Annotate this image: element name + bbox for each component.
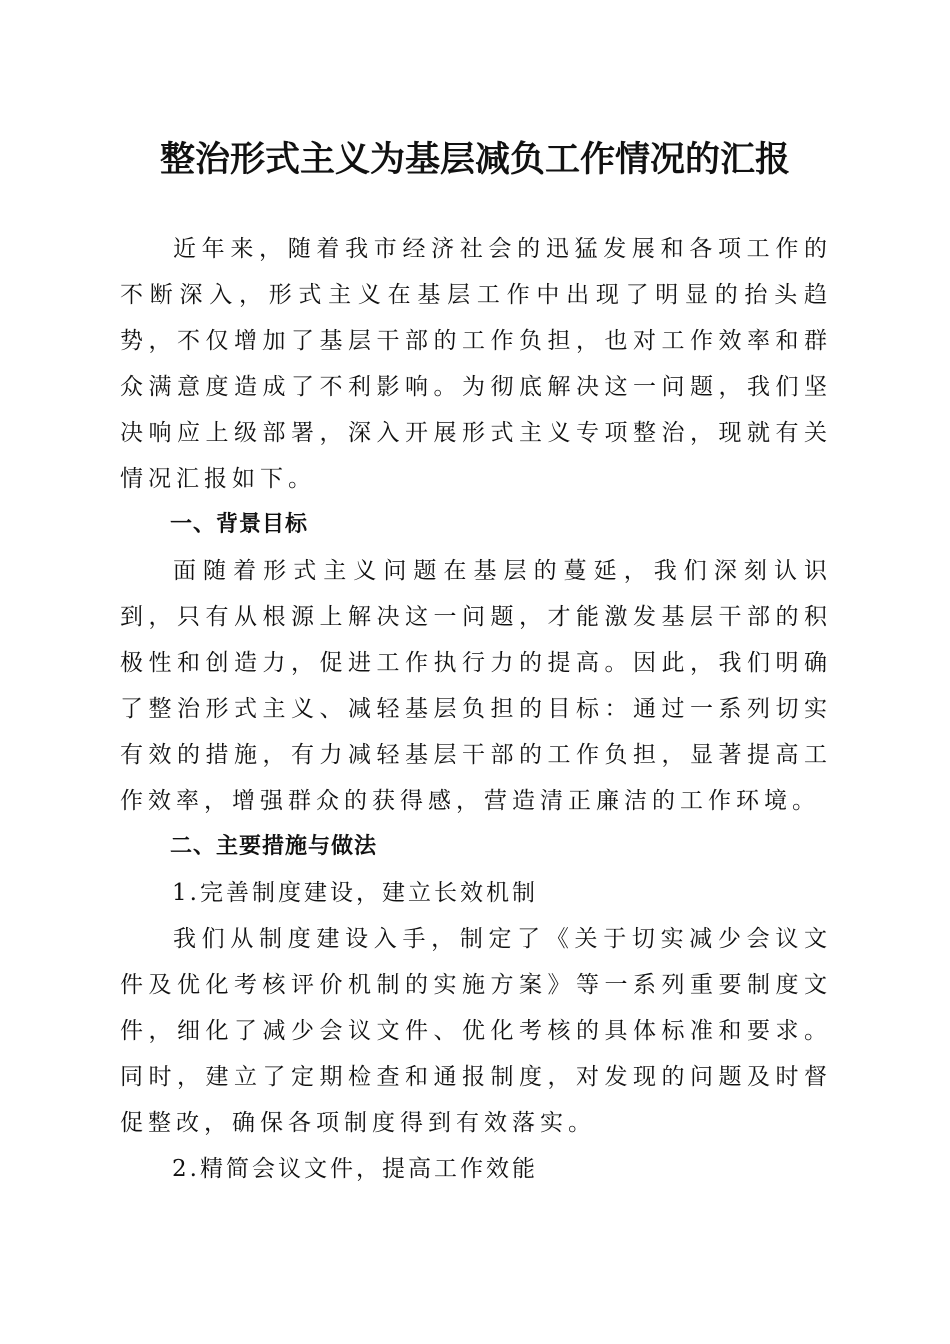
section-heading-background: 一、背景目标 xyxy=(170,512,309,537)
section-heading-measures: 二、主要措施与做法 xyxy=(170,834,378,859)
measure-1-paragraph: 我们从制度建设入手，制定了《关于切实减少会议文件及优化考核评价机制的实施方案》等一系列重要制度文件，细化了减少会议文件、优化考核的具体标准和要求。同时，建立了定期检查和通报制度，对发现的问题及时督促整改，确保各项制度得到有效落实。 xyxy=(120,926,832,1136)
background-paragraph: 面随着形式主义问题在基层的蔓延，我们深刻认识到，只有从根源上解决这一问题，才能激发基层干部的积极性和创造力，促进工作执行力的提高。因此，我们明确了整治形式主义、减轻基层负担的目标：通过一系列切实有效的措施，有力减轻基层干部的工作负担，显著提高工作效率，增强群众的获得感，营造清正廉洁的工作环境。 xyxy=(120,558,832,814)
measure-1-title: 1.完善制度建设，建立长效机制 xyxy=(172,880,538,906)
document-body xyxy=(120,226,832,1192)
document-title: 整治形式主义为基层减负工作情况的汇报 xyxy=(159,139,790,180)
intro-paragraph: 近年来，随着我市经济社会的迅猛发展和各项工作的不断深入，形式主义在基层工作中出现了明显的抬头趋势，不仅增加了基层干部的工作负担，也对工作效率和群众满意度造成了不利影响。为彻底解决这一问题，我们坚决响应上级部署，深入开展形式主义专项整治，现就有关情况汇报如下。 xyxy=(120,236,832,492)
measure-2-title: 2.精简会议文件，提高工作效能 xyxy=(172,1156,538,1182)
